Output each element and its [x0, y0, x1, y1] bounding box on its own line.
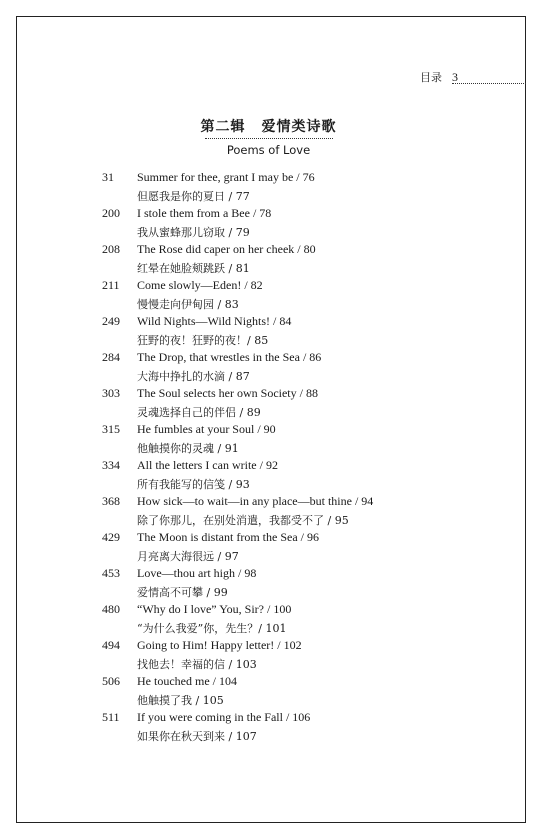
poem-title-en: If you were coming in the Fall / 106 — [137, 710, 311, 724]
poem-title-en: Come slowly—Eden! / 82 — [137, 278, 263, 292]
poem-title-zh: 红晕在她脸颊跳跃 / 81 — [137, 262, 250, 275]
poem-title-en: The Soul selects her own Society / 88 — [137, 386, 318, 400]
section-title-part1: 第二辑 — [200, 119, 246, 135]
poem-title-zh: 找他去！幸福的信 / 103 — [137, 658, 257, 671]
poem-title-en: “Why do I love” You, Sir? / 100 — [137, 602, 292, 616]
poem-number: 303 — [102, 386, 120, 400]
toc-entry — [0, 242, 537, 278]
poem-number: 429 — [102, 530, 120, 544]
poem-number: 211 — [102, 278, 120, 292]
toc-entry — [0, 458, 537, 494]
poem-title-en: He touched me / 104 — [137, 674, 237, 688]
toc-entry — [0, 602, 537, 638]
toc-entry — [0, 206, 537, 242]
header-dotted-rule — [452, 83, 526, 84]
section-title — [0, 116, 537, 136]
section-subtitle: Poems of Love — [226, 143, 311, 157]
poem-title-en: The Moon is distant from the Sea / 96 — [137, 530, 319, 544]
poem-number: 249 — [102, 314, 120, 328]
poem-number: 315 — [102, 422, 120, 436]
poem-title-zh: 月亮离大海很远 / 97 — [137, 550, 239, 563]
poem-title-zh: 除了你那儿，在别处消遣，我都受不了 / 95 — [137, 514, 349, 527]
toc-entry — [0, 566, 537, 602]
poem-title-en: All the letters I can write / 92 — [137, 458, 278, 472]
poem-title-zh: 所有我能写的信笺 / 93 — [137, 478, 250, 491]
title-dotted-rule — [205, 138, 333, 139]
toc-entry — [0, 386, 537, 422]
poem-title-zh: 大海中挣扎的水滴 / 87 — [137, 370, 250, 383]
toc-entry — [0, 674, 537, 710]
poem-title-en: Wild Nights—Wild Nights! / 84 — [137, 314, 292, 328]
toc-entry — [0, 350, 537, 386]
toc-entry — [0, 710, 537, 746]
poem-title-en: Love—thou art high / 98 — [137, 566, 257, 580]
header-label: 目录 — [420, 71, 442, 84]
poem-number: 480 — [102, 602, 120, 616]
poem-number: 200 — [102, 206, 120, 220]
poem-title-zh: 我从蜜蜂那儿窃取 / 79 — [137, 226, 250, 239]
poem-number: 368 — [102, 494, 120, 508]
poem-number: 506 — [102, 674, 120, 688]
poem-title-en: Going to Him! Happy letter! / 102 — [137, 638, 302, 652]
poem-title-zh: 灵魂选择自己的伴侣 / 89 — [137, 406, 261, 419]
poem-number: 453 — [102, 566, 120, 580]
toc-entry — [0, 278, 537, 314]
poem-title-en: I stole them from a Bee / 78 — [137, 206, 272, 220]
header-page-number: 3 — [452, 70, 458, 84]
section-title-part2: 爱情类诗歌 — [261, 119, 337, 135]
toc-entry — [0, 494, 537, 530]
poem-title-en: The Rose did caper on her cheek / 80 — [137, 242, 316, 256]
toc-entry — [0, 170, 537, 206]
poem-title-zh: 如果你在秋天到来 / 107 — [137, 730, 257, 743]
poem-title-zh: 爱情高不可攀 / 99 — [137, 586, 228, 599]
poem-title-en: How sick—to wait—in any place—but thine / 94 — [137, 494, 374, 508]
poem-title-zh: 慢慢走向伊甸园 / 83 — [137, 298, 239, 311]
poem-number: 334 — [102, 458, 120, 472]
poem-title-zh: “为什么我爱”你，先生？/ 101 — [137, 622, 287, 635]
poem-number: 494 — [102, 638, 120, 652]
poem-title-zh: 他触摸你的灵魂 / 91 — [137, 442, 239, 455]
poem-number: 284 — [102, 350, 120, 364]
toc-entry — [0, 422, 537, 458]
toc-list — [0, 170, 537, 746]
poem-title-zh: 但愿我是你的夏日 / 77 — [137, 190, 250, 203]
poem-title-en: He fumbles at your Soul / 90 — [137, 422, 276, 436]
toc-entry — [0, 530, 537, 566]
poem-title-zh: 他触摸了我 / 105 — [137, 694, 224, 707]
poem-number: 31 — [102, 170, 114, 184]
toc-entry — [0, 314, 537, 350]
poem-title-en: The Drop, that wrestles in the Sea / 86 — [137, 350, 322, 364]
toc-entry — [0, 638, 537, 674]
poem-number: 511 — [102, 710, 120, 724]
poem-title-zh: 狂野的夜！狂野的夜！/ 85 — [137, 334, 269, 347]
poem-title-en: Summer for thee, grant I may be / 76 — [137, 170, 315, 184]
poem-number: 208 — [102, 242, 120, 256]
